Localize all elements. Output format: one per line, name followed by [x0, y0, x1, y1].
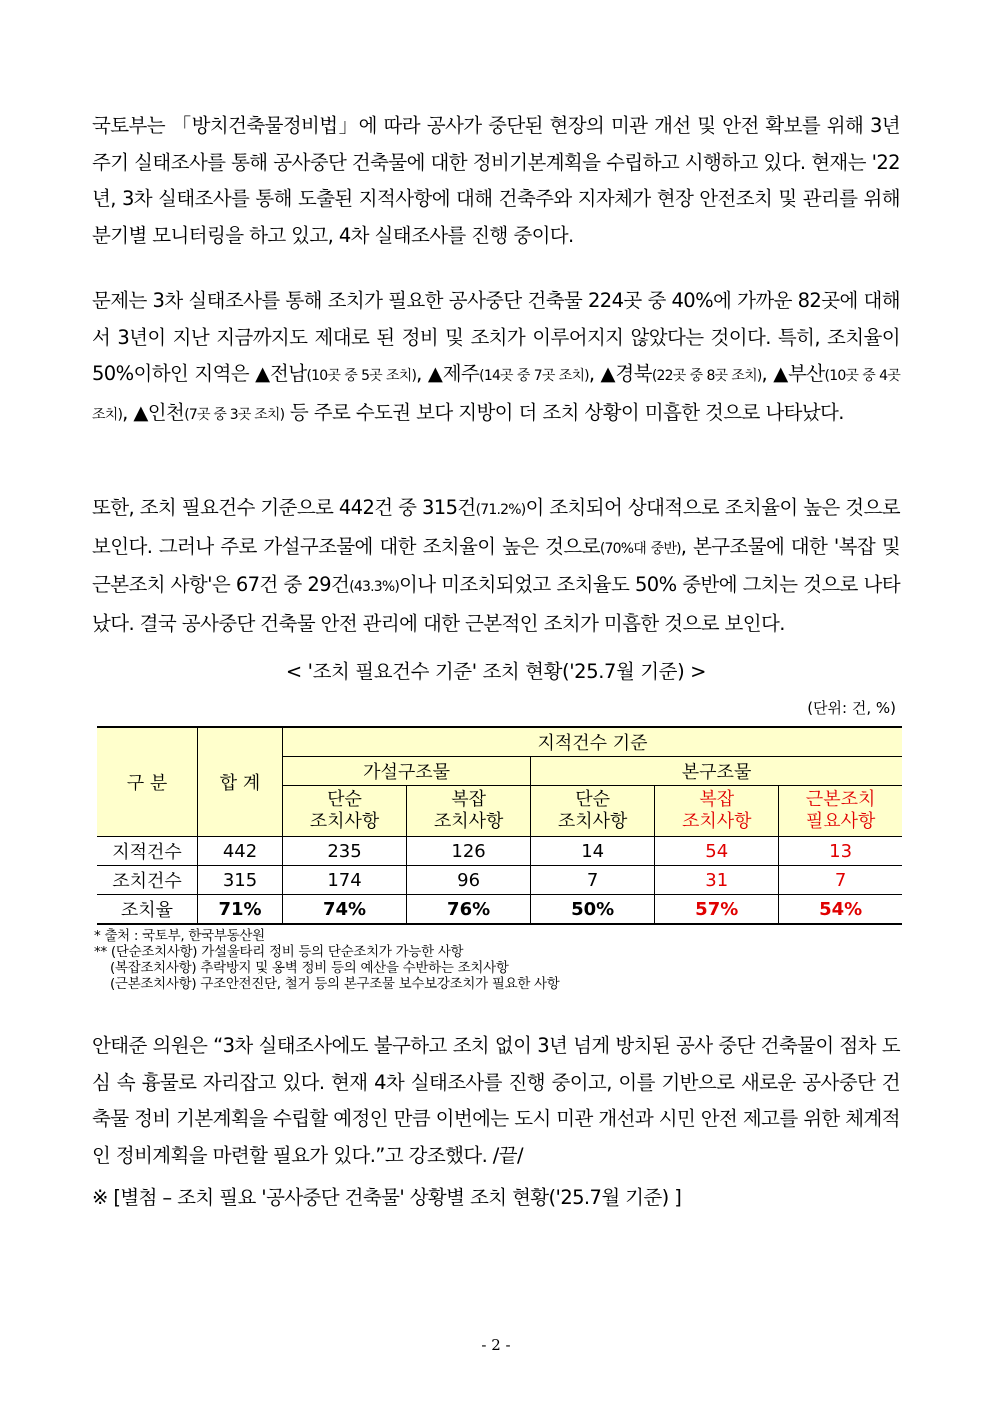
row-label: 지적건수 [97, 837, 198, 866]
header-basis: 지적건수 기준 [283, 727, 903, 757]
cell: 13 [779, 837, 902, 866]
footnote-fundamental: (근본조치사항) 구조안전진단, 철거 등의 본구조물 보수보강조치가 필요한 사항 [94, 976, 560, 992]
p2-text-a: 문제는 3차 실태조사를 통해 조치가 필요한 공사중단 건축물 224곳 중 40%에 가까운 82곳에 대해서 3년이 지난 지금까지도 제대로 된 정비 및 조치가 이루어지지 않았다는 것이다. 특히, 조치율이 50%이하인 지역은 ▲전남 [92, 289, 900, 385]
p2-text-b: , ▲제주 [416, 362, 480, 385]
header-col-2-line1: 복잡 [451, 789, 486, 810]
cell-total: 315 [198, 866, 283, 895]
header-col-5-line2: 필요사항 [805, 811, 876, 832]
cell: 96 [407, 866, 531, 895]
cell: 50% [531, 895, 655, 925]
header-col-2-line2: 조치사항 [433, 811, 504, 832]
cell: 7 [779, 866, 902, 895]
cell: 54 [655, 837, 779, 866]
cell: 14 [531, 837, 655, 866]
cell: 7 [531, 866, 655, 895]
table-row [97, 837, 902, 866]
footnote-complex: (복잡조치사항) 추락방지 및 옹벽 정비 등의 예산을 수반하는 조치사항 [94, 960, 509, 976]
header-col-1-line1: 단순 [327, 789, 362, 810]
p3-note-a: (71.2%) [475, 502, 526, 518]
header-col-4-line1: 복잡 [699, 789, 735, 810]
header-col-5 [779, 786, 902, 837]
paragraph-analysis [92, 490, 900, 642]
header-col-4 [655, 786, 779, 837]
header-col-5-line1: 근본조치 [805, 789, 876, 810]
header-col-3-line2: 조치사항 [557, 811, 628, 832]
page-number: - 2 - [481, 1336, 511, 1354]
header-main-structure: 본구조물 [531, 757, 902, 786]
header-col-1 [283, 786, 407, 837]
header-col-1-line2: 조치사항 [309, 811, 380, 832]
header-total: 합 계 [198, 727, 283, 837]
header-col-3-line1: 단순 [575, 789, 611, 810]
p2-note-c: (22곳 중 8곳 조치) [651, 368, 762, 384]
cell: 31 [655, 866, 779, 895]
p2-text-f: 등 주로 수도권 보다 지방이 더 조치 상황이 미흡한 것으로 나타났다. [284, 400, 844, 424]
p3-text-c: , 본구조물에 대한 '복잡 및 근본조치 사항'은 67건 중 29건 [92, 534, 900, 596]
row-label: 조치건수 [97, 866, 198, 895]
cell: 76% [407, 895, 531, 925]
table-unit: (단위: 건, %) [807, 699, 896, 717]
header-col-3 [531, 786, 655, 837]
header-category: 구 분 [97, 727, 198, 837]
p3-text-b: 이 조치되어 상대적으로 조치율이 높은 것으로 보인다. 그러나 주로 가설구조물에 대한 조치율이 높은 것으로 [92, 496, 900, 558]
cell-total: 71% [198, 895, 283, 925]
cell: 235 [283, 837, 407, 866]
table-row [97, 866, 902, 895]
p2-text-d: , ▲부산 [761, 362, 825, 385]
attachment-note: ※ [별첨 – 조치 필요 '공사중단 건축물' 상황별 조치 현황('25.7월 기준) ] [92, 1186, 682, 1209]
header-temporary-structure: 가설구조물 [283, 757, 531, 786]
p2-note-d: (10곳 중 4곳 조치) [92, 368, 900, 423]
paragraph-quote: 안태준 의원은 “3차 실태조사에도 불구하고 조치 없이 3년 넘게 방치된 공사 중단 건축물이 점차 도심 속 흉물로 자리잡고 있다. 현재 4차 실태조사를 진행 중이고, 이를 기반으로 새로운 공사중단 건축물 정비 기본계획을 수립할 예정인 만큼 이번에는 도시 미관 개선과 시민 안전 제고를 위한 체계적인 정비계획을 마련할 필요가 있다.”고 강조했다. /끝/ [92, 1034, 900, 1167]
header-col-4-line2: 조치사항 [681, 811, 752, 832]
footnote-simple: ** (단순조치사항) 가설울타리 정비 등의 단순조치가 가능한 사항 [94, 944, 464, 960]
footnote-source: * 출처 : 국토부, 한국부동산원 [94, 928, 265, 944]
paragraph-problem [92, 283, 900, 433]
paragraph-intro: 국토부는 「방치건축물정비법」에 따라 공사가 중단된 현장의 미관 개선 및 안전 확보를 위해 3년 주기 실태조사를 통해 공사중단 건축물에 대한 정비기본계획을 수립하고 시행하고 있다. 현재는 '22년, 3차 실태조사를 통해 도출된 지적사항에 대해 건축주와 지자체가 현장 안전조치 및 관리를 위해 분기별 모니터링을 하고 있고, 4차 실태조사를 진행 중이다. [92, 114, 900, 247]
cell-total: 442 [198, 837, 283, 866]
p3-note-c: (43.3%) [349, 579, 400, 595]
status-table [97, 726, 902, 925]
cell: 74% [283, 895, 407, 925]
table-title: < '조치 필요건수 기준' 조치 현황('25.7월 기준) > [285, 660, 707, 683]
p2-note-a: (10곳 중 5곳 조치) [306, 368, 417, 384]
p2-note-b: (14곳 중 7곳 조치) [479, 368, 589, 384]
p2-note-e: (7곳 중 3곳 조치) [184, 406, 285, 423]
cell: 57% [655, 895, 779, 925]
cell: 174 [283, 866, 407, 895]
cell: 54% [779, 895, 902, 925]
table-row [97, 895, 902, 925]
p2-text-e: , ▲인천 [122, 400, 185, 424]
p3-note-b: (70%대 중반) [599, 540, 681, 557]
cell: 126 [407, 837, 531, 866]
p3-text-a: 또한, 조치 필요건수 기준으로 442건 중 315건 [92, 496, 476, 519]
row-label: 조치율 [97, 895, 198, 925]
footnotes [94, 928, 560, 992]
header-col-2 [407, 786, 531, 837]
p2-text-c: , ▲경북 [588, 362, 652, 385]
p3-text-d: 이나 미조치되었고 조치율도 50% 중반에 그치는 것으로 나타났다. 결국 공사중단 건축물 안전 관리에 대한 근본적인 조치가 미흡한 것으로 보인다. [92, 573, 900, 635]
